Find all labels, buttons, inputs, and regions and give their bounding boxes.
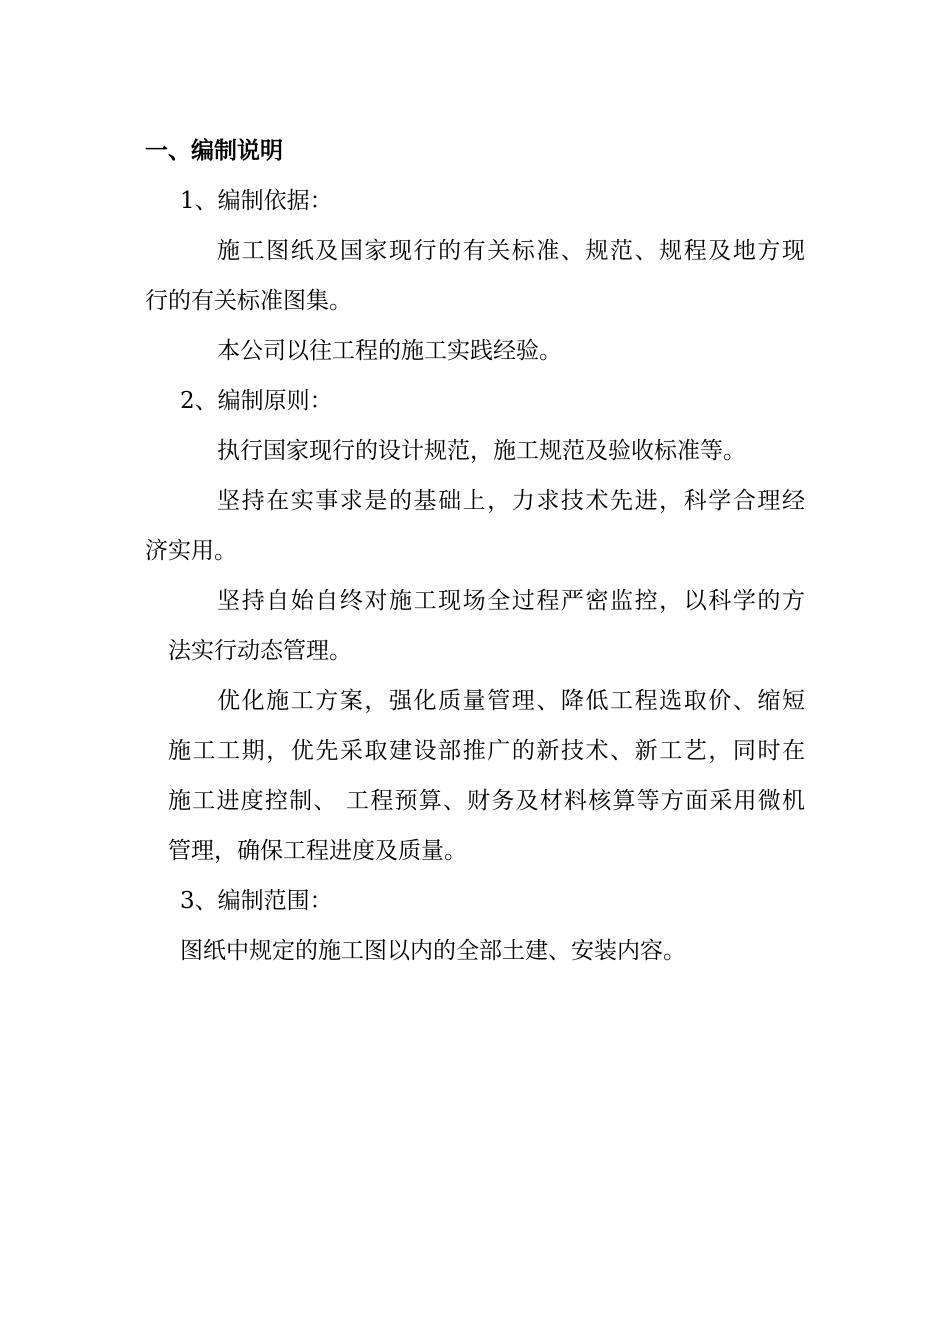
principles-paragraph-3-line-2: 法实行动态管理。: [168, 638, 352, 664]
principles-paragraph-4-line-4: 管理，确保工程进度及质量。: [168, 838, 467, 864]
principles-paragraph-2-line-1: 坚持在实事求是的基础上，力求技术先进，科学合理经: [217, 488, 805, 514]
principles-paragraph-4-line-3: 施工进度控制、 工程预算、财务及材料核算等方面采用微机: [168, 788, 805, 814]
principles-paragraph-2-line-2: 济实用。: [145, 538, 237, 564]
section-title: 一、编制说明: [145, 138, 283, 164]
principles-title: 2、编制原则：: [180, 388, 333, 414]
principles-paragraph-4-line-2: 施工工期，优先采取建设部推广的新技术、新工艺，同时在: [168, 738, 805, 764]
principles-paragraph-1: 执行国家现行的设计规范，施工规范及验收标准等。: [217, 438, 746, 464]
basis-paragraph-1-line-1: 施工图纸及国家现行的有关标准、规范、规程及地方现: [217, 238, 805, 264]
principles-paragraph-3-line-1: 坚持自始自终对施工现场全过程严密监控，以科学的方: [217, 588, 805, 614]
scope-paragraph-1: 图纸中规定的施工图以内的全部土建、安装内容。: [180, 938, 686, 964]
principles-paragraph-4-line-1: 优化施工方案，强化质量管理、降低工程选取价、缩短: [217, 688, 805, 714]
basis-paragraph-1-line-2: 行的有关标准图集。: [145, 288, 352, 314]
scope-title: 3、编制范围：: [180, 888, 333, 914]
basis-title: 1、编制依据：: [180, 188, 333, 214]
basis-paragraph-2: 本公司以往工程的施工实践经验。: [217, 338, 562, 364]
